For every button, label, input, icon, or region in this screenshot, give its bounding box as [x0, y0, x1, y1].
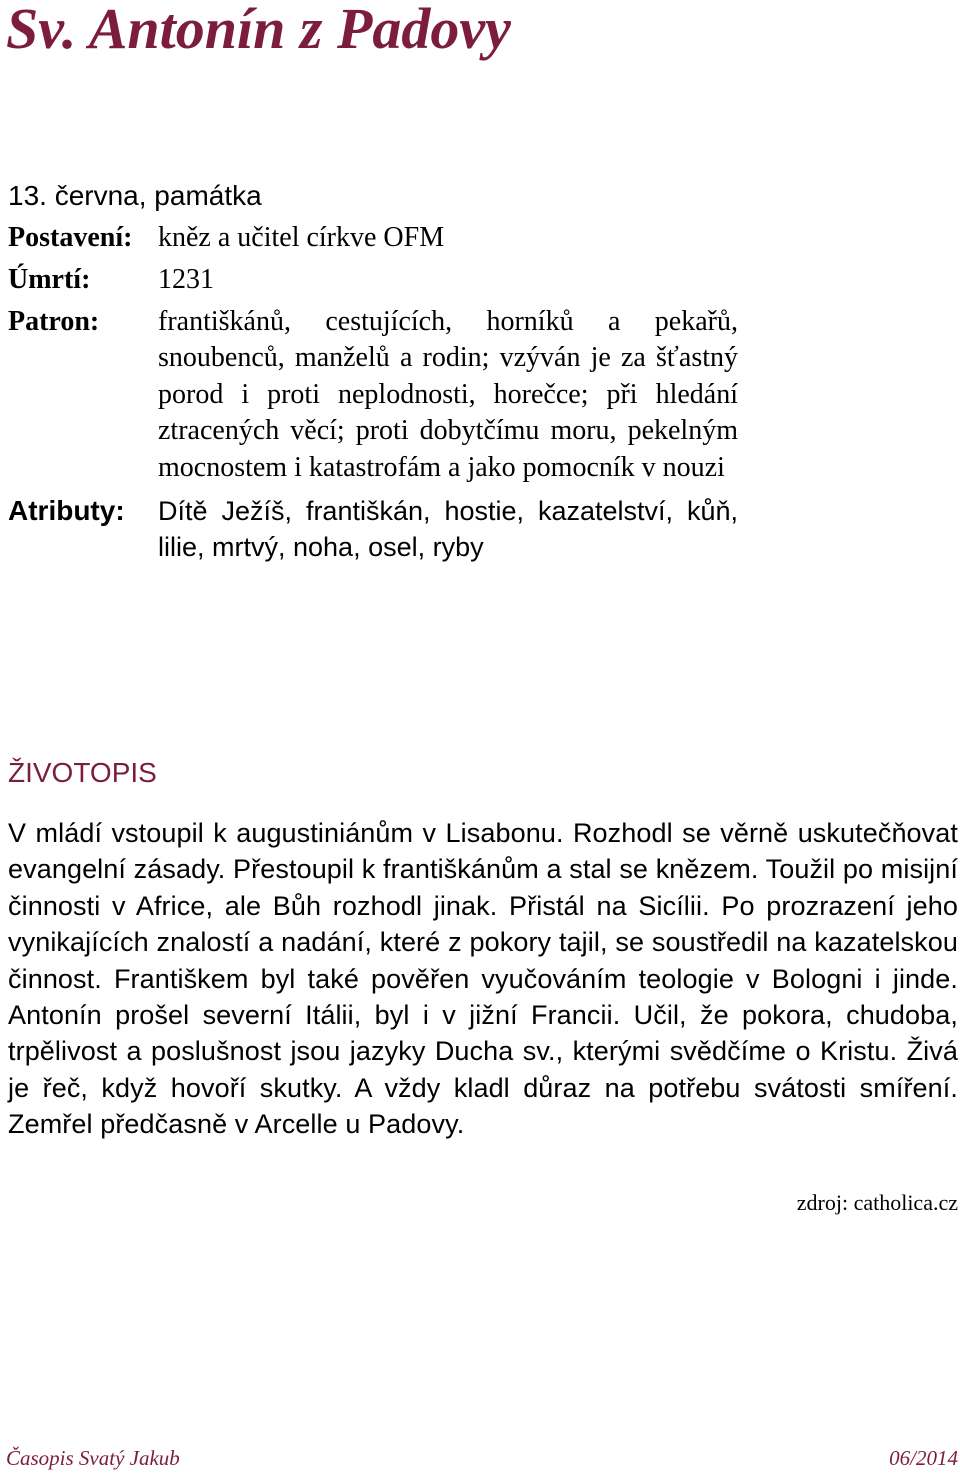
info-label: Patron: — [8, 306, 100, 337]
info-row-atributy — [8, 490, 738, 566]
info-row-umrti — [8, 259, 738, 301]
footer-issue: 06/2014 — [889, 1446, 958, 1470]
page-title: Sv. Antonín z Padovy — [6, 0, 511, 61]
info-label: Atributy: — [8, 495, 125, 527]
info-value: 1231 — [158, 264, 214, 295]
biography-heading: ŽIVOTOPIS — [8, 757, 157, 788]
feast-date: 13. června, památka — [8, 180, 262, 211]
footer-publication: Časopis Svatý Jakub — [6, 1446, 180, 1470]
saint-info — [8, 175, 738, 566]
info-label: Úmrtí: — [8, 264, 91, 295]
info-value: františkánů, cestujících, horníků a pekařů, snoubenců, manželů a rodin; vzýván je za šťastný porod i proti neplodnosti, horečce; při hledání ztracených věcí; proti dobytčímu moru, pekelným mocnostem i katastrofám a jako pomocník v nouzi — [158, 306, 738, 483]
info-value: kněz a učitel církve OFM — [158, 222, 445, 253]
info-label: Postavení: — [8, 222, 133, 253]
info-row-postaveni — [8, 217, 738, 259]
biography-text: V mládí vstoupil k augustiniánům v Lisabonu. Rozhodl se věrně uskutečňovat evangelní zásady. Přestoupil k františkánům a stal se knězem. Toužil po misijní činnosti v Africe, ale Bůh rozhodl jinak. Přistál na Sicílii. Po prozrazení jeho vynikajících znalostí a nadání, které z pokory tajil, se soustředil na kazatelskou činnost. Františkem byl také pověřen vyučováním teologie v Bologni i jinde. Antonín prošel severní Itálii, byl i v jižní Francii. Učil, že pokora, chudoba, trpělivost a poslušnost jsou jazyky Ducha sv., kterými svědčíme o Kristu. Živá je řeč, když hovoří skutky. A vždy kladl důraz na potřebu svátosti smíření. Zemřel předčasně v Arcelle u Padovy. — [8, 818, 958, 1140]
source-note: zdroj: catholica.cz — [796, 1190, 958, 1215]
page-footer — [6, 1444, 958, 1474]
info-value: Dítě Ježíš, františkán, hostie, kazatelství, kůň, lilie, mrtvý, noha, osel, ryby — [158, 496, 738, 563]
info-row-patron — [8, 301, 738, 486]
